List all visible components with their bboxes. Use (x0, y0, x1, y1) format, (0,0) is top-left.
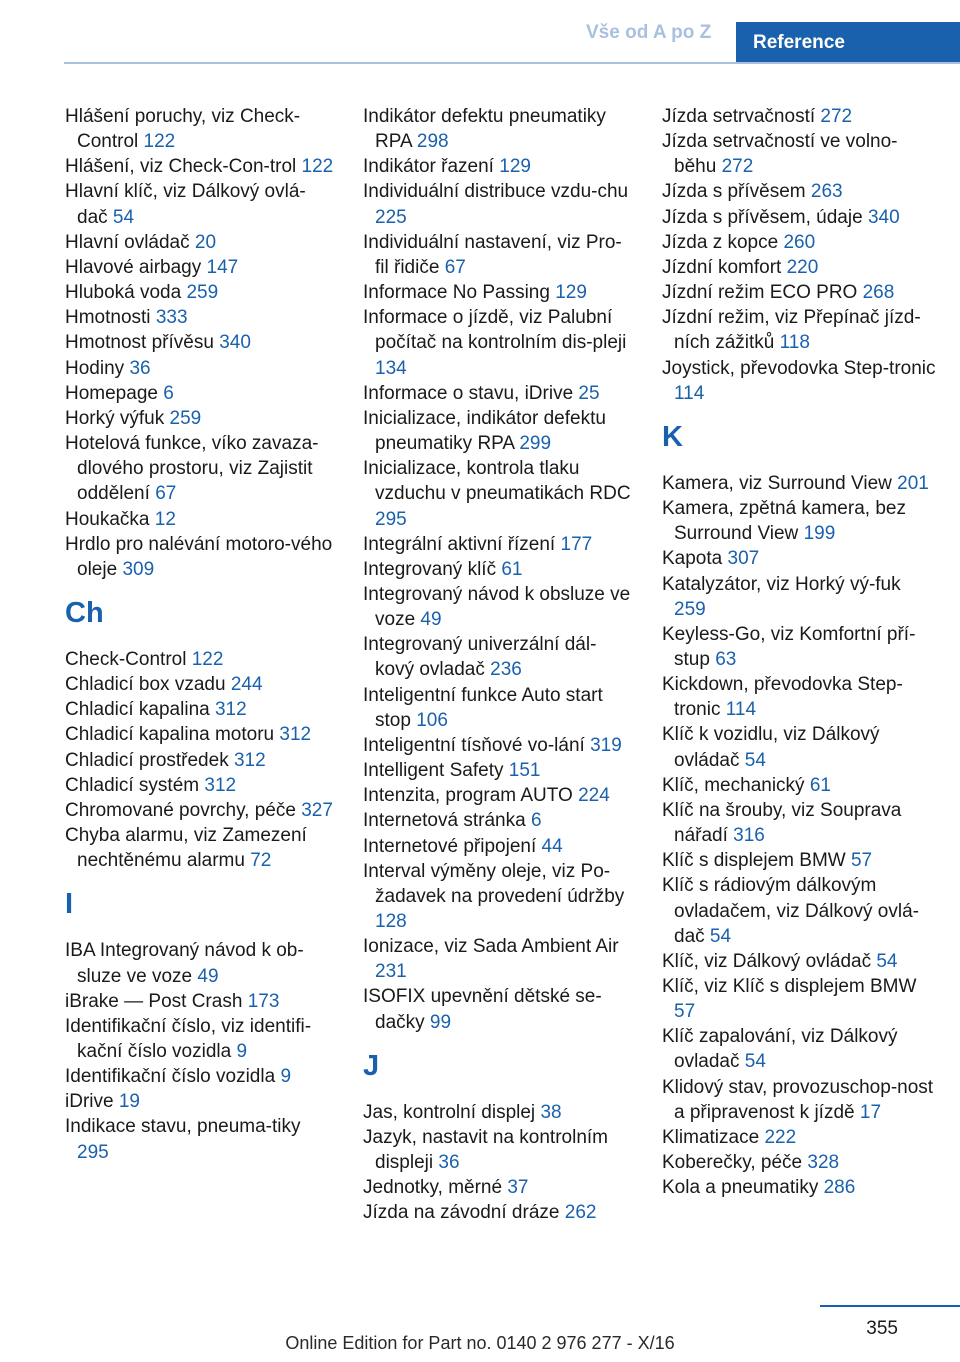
index-page-link[interactable]: 312 (214, 699, 247, 721)
index-entry (363, 758, 633, 783)
index-entry (65, 381, 335, 406)
index-page-link[interactable]: 328 (807, 1152, 840, 1174)
index-entry-term: Jízdní režim, viz Přepínač jízd-ních zážitků (662, 307, 921, 354)
index-entry (662, 255, 937, 280)
index-page-link[interactable]: 129 (555, 282, 587, 304)
index-entry (65, 230, 335, 255)
index-entry-term: Jízda setrvačností (662, 106, 816, 127)
index-entry (65, 672, 335, 697)
index-page-link[interactable]: 201 (897, 472, 929, 494)
index-page-link[interactable]: 151 (508, 760, 541, 782)
index-entry-term: Katalyzátor, viz Horký vý-fuk (662, 573, 901, 595)
index-entry (65, 823, 335, 873)
index-page-link[interactable]: 122 (191, 648, 224, 670)
index-entry-term: Hluboká voda (65, 282, 182, 304)
index-page-link[interactable]: 57 (674, 1001, 696, 1023)
index-entry-term: Klidový stav, provozuschop-nost a připravenost k jízdě (662, 1076, 934, 1123)
index-entry (662, 974, 937, 1024)
index-entry-term: Houkačka (65, 508, 150, 530)
index-page-link[interactable]: 260 (783, 231, 816, 253)
index-page-link[interactable]: 54 (744, 1051, 766, 1073)
index-page-link[interactable]: 114 (725, 699, 757, 721)
index-entry-term: iDrive (65, 1091, 114, 1113)
index-page-link[interactable]: 72 (250, 850, 272, 872)
index-page-link[interactable]: 20 (194, 231, 217, 253)
index-entry (363, 783, 633, 808)
index-entry (65, 406, 335, 431)
index-entry-term: Klíč, viz Dálkový ovládač (662, 950, 872, 972)
index-page-link[interactable]: 67 (155, 483, 177, 505)
index-entry (65, 431, 335, 506)
index-entry-term: Ionizace, viz Sada Ambient Air (363, 936, 619, 958)
index-entry-term: Kola a pneumatiky (662, 1177, 819, 1199)
index-entry-term: Chladicí prostředek (65, 749, 229, 771)
index-letter-heading: J (363, 1049, 380, 1082)
index-page-link[interactable]: 6 (530, 810, 542, 832)
index-page-link[interactable]: 129 (499, 156, 531, 178)
index-entry-term: Interval výměny oleje, viz Po-žadavek na provedení údržby (363, 860, 625, 907)
index-page-link[interactable]: 259 (186, 282, 219, 304)
index-page-link[interactable]: 295 (375, 508, 407, 530)
header-rule (64, 62, 960, 64)
index-entry-term: Internetové připojení (363, 835, 537, 857)
index-page-link[interactable]: 19 (118, 1091, 140, 1113)
index-entry-term: Indikátor řazení (363, 156, 494, 178)
index-entry-term: Klíč, mechanický (662, 774, 805, 796)
index-entry-term: Hotelová funkce, víko zavaza-dlového prostoru, viz Zajistit oddělení (65, 433, 319, 505)
index-entry (363, 406, 633, 456)
page-number-rule (820, 1305, 960, 1307)
index-entry-term: Klimatizace (662, 1126, 760, 1148)
index-entry-term: IBA Integrovaný návod k ob-sluze ve voze (65, 940, 304, 987)
index-entry (363, 104, 633, 154)
index-entry-term: Indikace stavu, pneuma-tiky (65, 1116, 301, 1138)
index-page-link[interactable]: 224 (578, 785, 610, 807)
index-page-link[interactable]: 259 (169, 407, 202, 429)
index-page-link[interactable]: 307 (727, 548, 760, 570)
index-page-link[interactable]: 118 (779, 332, 810, 354)
index-entry (662, 280, 937, 305)
index-entry (662, 471, 937, 496)
index-entry-term: Hlavní ovládač (65, 231, 190, 253)
index-page-link[interactable]: 177 (560, 533, 593, 555)
index-entry (363, 683, 633, 733)
index-entry (65, 798, 335, 823)
index-entry-term: Hmotnosti (65, 307, 151, 329)
index-entry (662, 496, 937, 546)
index-entry (662, 356, 937, 406)
index-entry (363, 381, 633, 406)
index-page-link[interactable]: 316 (733, 825, 765, 847)
index-entry-term: Kapota (662, 548, 723, 570)
index-page-link[interactable]: 199 (803, 523, 836, 545)
index-entry-term: Kamera, zpětná kamera, bez Surround View (662, 498, 906, 545)
section-title: Vše od A po Z (586, 22, 712, 43)
index-entry (662, 179, 937, 204)
index-page-link[interactable]: 49 (420, 609, 442, 631)
index-entry (65, 507, 335, 532)
index-page-link[interactable]: 54 (709, 925, 732, 947)
index-page-link[interactable]: 37 (507, 1177, 529, 1199)
index-entry-term: Informace No Passing (363, 282, 550, 304)
index-entry (662, 1150, 937, 1175)
index-page-link[interactable]: 173 (247, 990, 280, 1012)
index-page-link[interactable]: 312 (233, 749, 266, 771)
index-page-link[interactable]: 122 (143, 131, 176, 153)
index-page-link[interactable]: 54 (876, 950, 898, 972)
index-entry (65, 330, 335, 355)
index-page-link[interactable]: 340 (867, 206, 900, 228)
index-entry-term: Klíč, viz Klíč s displejem BMW (662, 976, 917, 997)
index-page-link[interactable]: 147 (206, 256, 239, 278)
index-entry (65, 280, 335, 305)
index-entry-term: Individuální nastavení, viz Pro-fil řidiče (363, 231, 622, 278)
index-entry (363, 1125, 633, 1175)
index-entry-term: Identifikační číslo, viz identifi-kační číslo vozidla (65, 1015, 312, 1062)
index-entry (363, 808, 633, 833)
index-entry (363, 632, 633, 682)
index-entry (662, 572, 937, 622)
index-entry (363, 179, 633, 229)
index-entry (662, 104, 937, 129)
footer-edition: Online Edition for Part no. 0140 2 976 277 - X/16 (285, 1333, 675, 1353)
index-page-link[interactable]: 36 (129, 357, 151, 379)
index-entry-term: Hlášení, viz Check-Con-trol (65, 156, 297, 178)
page-header (0, 0, 960, 62)
index-page-link[interactable]: 319 (590, 734, 622, 756)
index-entry (662, 873, 937, 948)
index-entry-term: Hmotnost přívěsu (65, 332, 214, 354)
index-letter-heading: Ch (65, 596, 104, 629)
index-entry-term: Hlavové airbagy (65, 256, 202, 278)
index-entry (363, 557, 633, 582)
index-entry-term: Internetová stránka (363, 810, 526, 832)
index-page-link[interactable]: 134 (375, 357, 407, 379)
index-entry-term: Integrovaný univerzální dál-kový ovladač (363, 634, 597, 681)
index-entry-term: Inteligentní funkce Auto start stop (363, 684, 603, 731)
index-entry (363, 280, 633, 305)
index-page-link[interactable]: 259 (674, 598, 706, 620)
index-entry-term: Integrální aktivní řízení (363, 533, 556, 555)
index-entry-term: Hrdlo pro nalévání motoro-vého oleje (65, 533, 333, 580)
index-page-link[interactable]: 63 (715, 648, 737, 670)
index-page-link[interactable]: 312 (279, 724, 312, 746)
index-page-link[interactable]: 244 (230, 674, 263, 696)
index-entry (65, 1089, 335, 1114)
reference-tab[interactable]: Reference (736, 22, 960, 63)
index-entry-term: Jízda z kopce (662, 231, 779, 253)
index-entry-term: Indikátor defektu pneumatiky RPA (363, 106, 606, 153)
index-entry-term: Chladicí kapalina motoru (65, 724, 275, 746)
index-column-1 (65, 104, 335, 1165)
index-page-link[interactable]: 299 (519, 433, 552, 455)
index-page-link[interactable]: 9 (280, 1066, 292, 1088)
index-page-link[interactable]: 12 (154, 508, 176, 530)
index-page-link[interactable]: 236 (490, 659, 522, 681)
index-entry-term: Informace o stavu, iDrive (363, 382, 574, 404)
index-entry (363, 230, 633, 280)
index-entry-term: Chromované povrchy, péče (65, 799, 296, 821)
index-page-link[interactable]: 106 (416, 709, 448, 731)
index-page-link[interactable]: 122 (301, 156, 334, 178)
index-entry (662, 1125, 937, 1150)
index-entry-term: Koberečky, péče (662, 1152, 803, 1174)
index-page-link[interactable]: 57 (850, 850, 873, 872)
index-entry-term: Hlášení poruchy, viz Check-Control (65, 106, 301, 153)
index-entry (65, 773, 335, 798)
index-page-link[interactable]: 222 (764, 1126, 797, 1148)
index-page-link[interactable]: 128 (375, 911, 407, 932)
index-entry (65, 104, 335, 154)
index-page-link[interactable]: 54 (112, 206, 135, 228)
index-entry-term: ISOFIX upevnění dětské se-dačky (363, 986, 602, 1033)
index-entry-term: Klíč s rádiovým dálkovým ovladačem, viz Dálkový ovlá-dač (662, 875, 919, 947)
index-entry (662, 773, 937, 798)
index-entry (65, 305, 335, 330)
index-entry (363, 532, 633, 557)
index-page-link[interactable]: 67 (444, 256, 466, 278)
index-page-link[interactable]: 340 (219, 332, 251, 354)
index-entry (662, 1075, 937, 1125)
index-entry-term: Inteligentní tísňové vo-lání (363, 734, 585, 756)
index-entry (662, 798, 937, 848)
index-entry (662, 848, 937, 873)
index-page-link[interactable]: 262 (564, 1202, 597, 1224)
index-page-link[interactable]: 38 (540, 1101, 562, 1123)
index-entry-term: Inicializace, kontrola tlaku vzduchu v pneumatikách RDC (363, 458, 631, 505)
index-page-link[interactable]: 25 (578, 382, 600, 404)
index-entry-term: Homepage (65, 382, 158, 404)
index-page-link[interactable]: 286 (823, 1177, 856, 1199)
index-page-link[interactable]: 272 (820, 106, 853, 127)
index-page-link[interactable]: 114 (674, 382, 705, 404)
index-entry (65, 255, 335, 280)
index-entry (65, 1064, 335, 1089)
index-entry (363, 1175, 633, 1200)
index-entry (662, 129, 937, 179)
index-entry (363, 1100, 633, 1125)
index-page-link[interactable]: 333 (155, 307, 188, 329)
index-entry (363, 733, 633, 758)
index-entry (662, 1175, 937, 1200)
index-entry-term: Inicializace, indikátor defektu pneumatiky RPA (363, 407, 606, 455)
index-entry-term: Jízda s přívěsem (662, 181, 806, 203)
index-entry (65, 1114, 335, 1164)
index-page-link[interactable]: 231 (375, 961, 407, 983)
index-column-2 (363, 104, 633, 1226)
index-entry (65, 697, 335, 722)
index-entry-term: Kickdown, převodovka Step-tronic (662, 674, 903, 721)
index-entry (65, 356, 335, 381)
index-page-link[interactable]: 61 (501, 558, 523, 580)
index-entry (363, 305, 633, 380)
index-entry-term: Kamera, viz Surround View (662, 472, 892, 494)
index-entry (363, 582, 633, 632)
index-entry-term: Klíč s displejem BMW (662, 850, 846, 872)
index-entry-term: Intenzita, program AUTO (363, 785, 573, 807)
index-entry-term: Jazyk, nastavit na kontrolním displeji (363, 1126, 608, 1174)
index-entry (65, 722, 335, 747)
index-page-link[interactable]: 312 (204, 774, 237, 796)
index-page-link[interactable]: 54 (744, 749, 766, 771)
index-page-link[interactable]: 61 (809, 774, 831, 796)
index-page-link[interactable]: 263 (810, 181, 843, 203)
index-entry-term: Jednotky, měrné (363, 1177, 503, 1199)
index-entry-term: Chladicí box vzadu (65, 674, 226, 696)
index-letter-heading: K (662, 420, 683, 453)
index-letter-heading: I (65, 888, 74, 921)
index-entry-term: Keyless-Go, viz Komfortní pří-stup (662, 623, 916, 670)
index-entry-term: Informace o jízdě, viz Palubní počítač na kontrolním dis-pleji (363, 307, 627, 354)
index-entry-term: Horký výfuk (65, 407, 165, 429)
index-entry-term: Hlavní klíč, viz Dálkový ovlá-dač (65, 181, 306, 228)
index-entry-term: Hodiny (65, 357, 125, 379)
index-entry (65, 154, 335, 179)
index-entry (65, 989, 335, 1014)
page-number: 355 (866, 1318, 898, 1339)
index-entry (65, 179, 335, 229)
index-entry-term: Intelligent Safety (363, 760, 504, 782)
index-entry (363, 456, 633, 531)
index-entry (65, 532, 335, 582)
index-page-link[interactable]: 99 (429, 1011, 452, 1033)
index-entry-term: Integrovaný klíč (363, 558, 497, 580)
index-entry (363, 859, 633, 934)
index-page-link[interactable]: 220 (786, 256, 819, 278)
index-entry-term: Jízda setrvačností ve volno-běhu (662, 131, 898, 178)
index-entry (662, 672, 937, 722)
index-entry (363, 1200, 633, 1225)
index-page-link[interactable]: 36 (438, 1152, 460, 1174)
index-entry-term: Check-Control (65, 648, 187, 670)
index-entry (662, 546, 937, 571)
index-page-link[interactable]: 17 (859, 1101, 882, 1123)
index-entry (65, 938, 335, 988)
index-entry (65, 748, 335, 773)
index-entry-term: Chladicí systém (65, 774, 200, 796)
index-entry (363, 984, 633, 1034)
index-entry (363, 154, 633, 179)
index-page-link[interactable]: 6 (163, 382, 174, 404)
index-entry (662, 949, 937, 974)
index-entry-term: Klíč na šrouby, viz Souprava nářadí (662, 799, 902, 847)
index-entry-term: Jízda s přívěsem, údaje (662, 206, 863, 228)
index-entry (662, 230, 937, 255)
index-page-link[interactable]: 225 (375, 206, 407, 228)
index-entry (65, 1014, 335, 1064)
index-page-link[interactable]: 295 (77, 1141, 109, 1163)
index-entry (363, 834, 633, 859)
index-entry-term: Klíč zapalování, viz Dálkový ovladač (662, 1026, 898, 1073)
index-entry-term: iBrake — Post Crash (65, 990, 243, 1012)
index-entry-term: Identifikační číslo vozidla (65, 1066, 276, 1088)
index-entry-term: Jas, kontrolní displej (363, 1101, 536, 1123)
index-entry (662, 1024, 937, 1074)
index-entry-term: Jízdní komfort (662, 256, 782, 278)
index-page-link[interactable]: 49 (197, 965, 219, 987)
index-entry (363, 934, 633, 984)
index-entry (662, 205, 937, 230)
index-page-link[interactable]: 309 (122, 558, 155, 580)
index-entry (662, 305, 937, 355)
index-entry-term: Joystick, převodovka Step-tronic (662, 357, 936, 379)
index-entry (662, 722, 937, 772)
index-entry-term: Klíč k vozidlu, viz Dálkový ovládač (662, 724, 880, 771)
index-entry-term: Jízdní režim ECO PRO (662, 282, 858, 304)
index-entry-term: Integrovaný návod k obsluze ve voze (363, 583, 631, 631)
index-entry (65, 647, 335, 672)
index-page-link[interactable]: 298 (416, 131, 449, 153)
index-column-3 (662, 104, 937, 1200)
index-page-link[interactable]: 9 (236, 1041, 248, 1062)
index-page-link[interactable]: 268 (862, 282, 895, 304)
index-page-link[interactable]: 44 (541, 835, 563, 857)
index-page-link[interactable]: 327 (301, 799, 333, 821)
index-entry-term: Jízda na závodní dráze (363, 1202, 560, 1224)
index-page-link[interactable]: 272 (721, 156, 754, 178)
index-entry (662, 622, 937, 672)
index-entry-term: Chladicí kapalina (65, 699, 210, 721)
index-entry-term: Individuální distribuce vzdu-chu (363, 181, 629, 203)
index-entry-term: Chyba alarmu, viz Zamezení nechtěnému alarmu (65, 825, 307, 872)
